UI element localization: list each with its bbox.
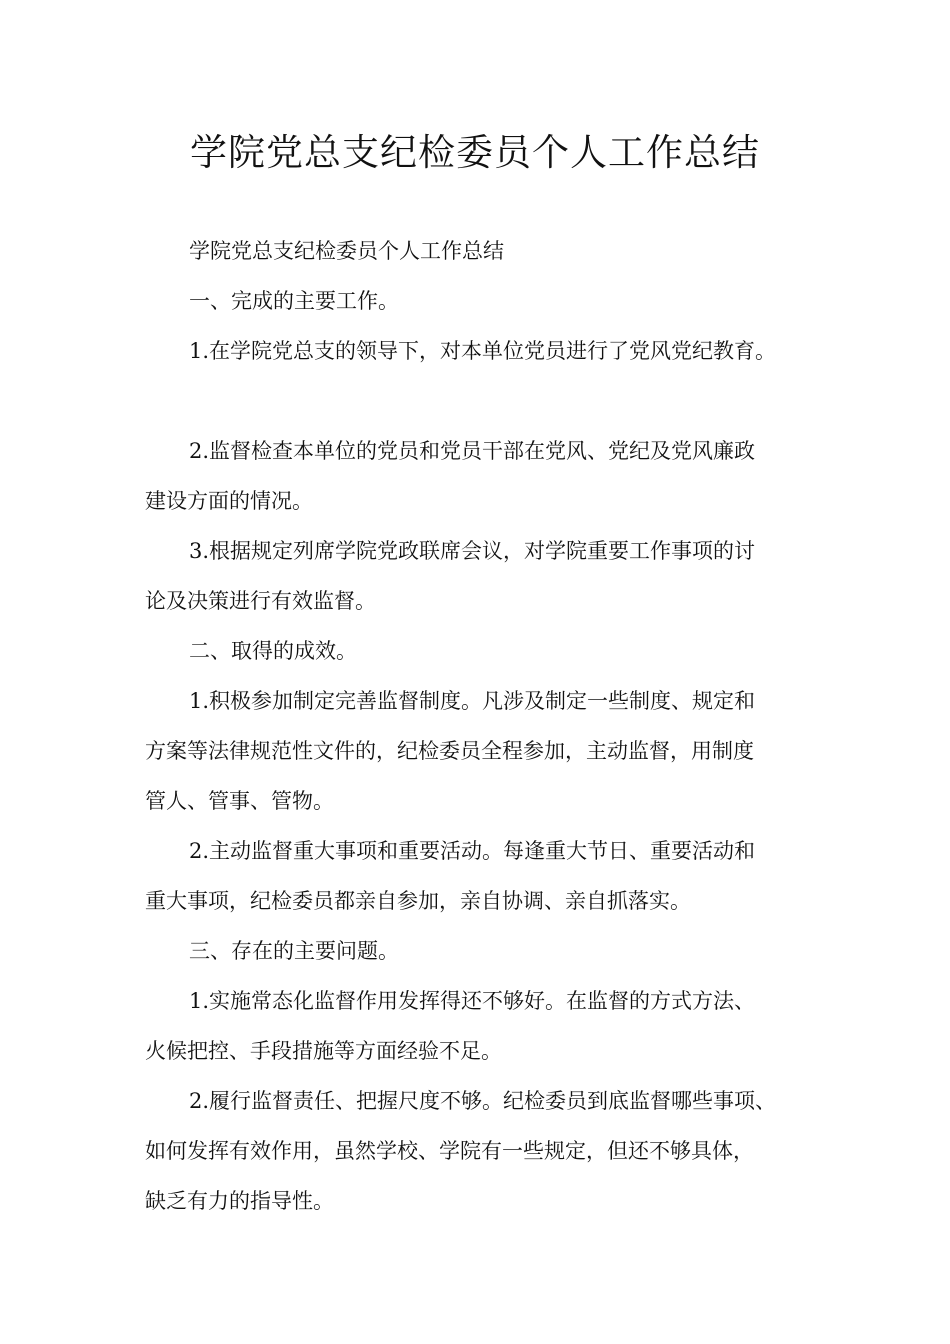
- section-heading-3: [145, 926, 835, 976]
- paragraph-line: 2.主动监督重大事项和重要活动。每逢重大节日、重要活动和: [189, 839, 756, 863]
- blank-line: [145, 376, 835, 426]
- paragraph-line: 建设方面的情况。: [145, 489, 313, 513]
- paragraph-line: 2.履行监督责任、把握尺度不够。纪检委员到底监督哪些事项、: [189, 1089, 777, 1113]
- document-title: 学院党总支纪检委员个人工作总结: [190, 131, 760, 174]
- paragraph-subtitle: [145, 226, 835, 276]
- paragraph-line: 二、取得的成效。: [189, 639, 357, 663]
- paragraph-line: 1.在学院党总支的领导下，对本单位党员进行了党风党纪教育。: [189, 339, 777, 363]
- paragraph-line: 三、存在的主要问题。: [189, 939, 399, 963]
- paragraph-line: 方案等法律规范性文件的，纪检委员全程参加，主动监督，用制度: [145, 739, 754, 763]
- paragraph-line: 管人、管事、管物。: [145, 789, 334, 813]
- section-heading-1: [145, 276, 835, 326]
- paragraph-line: 2.监督检查本单位的党员和党员干部在党风、党纪及党风廉政: [189, 439, 756, 463]
- paragraph-line: 3.根据规定列席学院党政联席会议，对学院重要工作事项的讨: [189, 539, 756, 563]
- paragraph-line: 重大事项，纪检委员都亲自参加，亲自协调、亲自抓落实。: [145, 889, 691, 913]
- section-heading-2: [145, 626, 835, 676]
- paragraph-line: 1.积极参加制定完善监督制度。凡涉及制定一些制度、规定和: [189, 689, 756, 713]
- paragraph-line: 1.实施常态化监督作用发挥得还不够好。在监督的方式方法、: [189, 989, 756, 1013]
- paragraph-line: 学院党总支纪检委员个人工作总结: [189, 239, 504, 263]
- paragraph-2-2: [145, 826, 835, 926]
- paragraph-line: 火候把控、手段措施等方面经验不足。: [145, 1039, 502, 1063]
- paragraph-1-1: [145, 326, 835, 376]
- paragraph-3-2: [145, 1076, 835, 1226]
- paragraph-2-1: [145, 676, 835, 826]
- paragraph-line: 缺乏有力的指导性。: [145, 1189, 334, 1213]
- paragraph-line: 如何发挥有效作用，虽然学校、学院有一些规定，但还不够具体，: [145, 1139, 754, 1163]
- paragraph-line: 论及决策进行有效监督。: [145, 589, 376, 613]
- paragraph-1-3: [145, 526, 835, 626]
- document-body: [145, 226, 835, 1226]
- paragraph-line: 一、完成的主要工作。: [189, 289, 399, 313]
- paragraph-3-1: [145, 976, 835, 1076]
- paragraph-1-2: [145, 426, 835, 526]
